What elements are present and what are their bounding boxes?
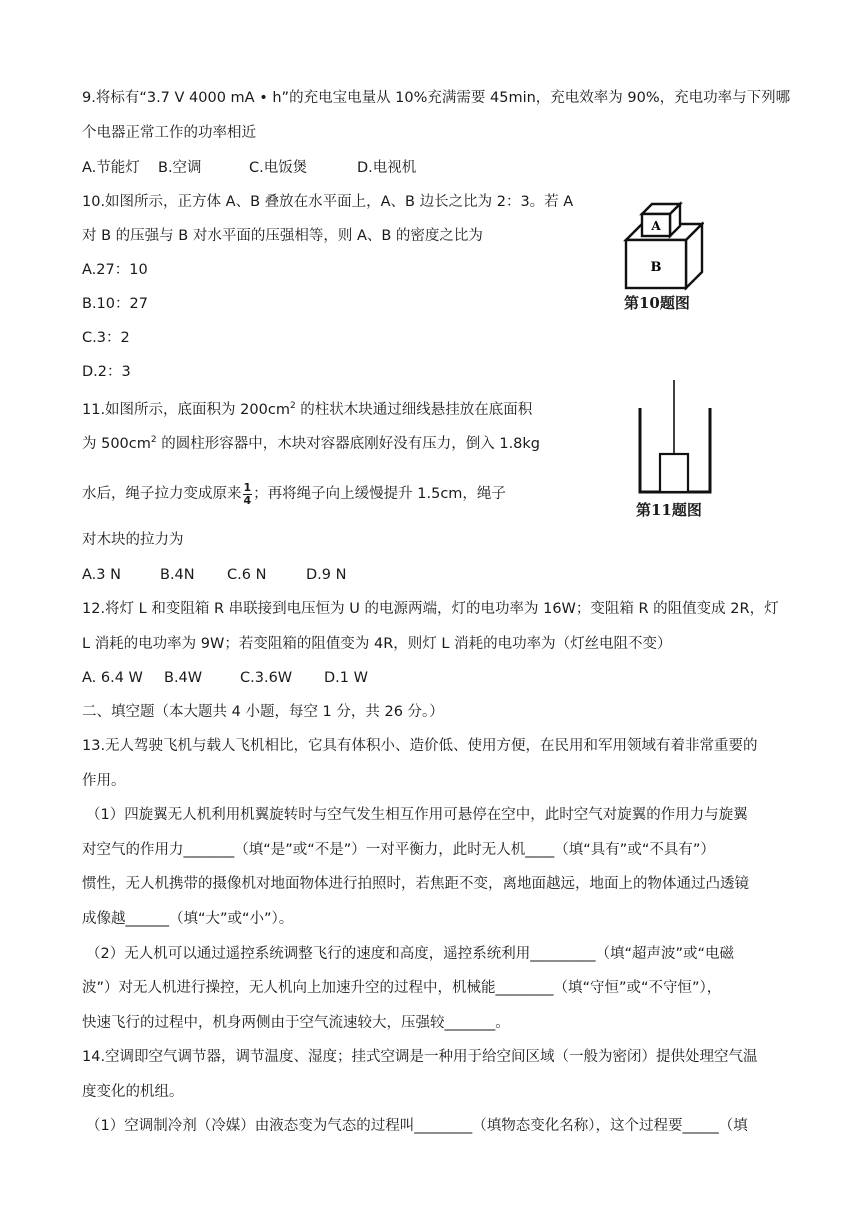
q11-line3-part-a: 水后，绳子拉力变成原来 (82, 486, 242, 502)
q14-part1-line1: （1）空调制冷剂（冷媒）由液态变为气态的过程叫________（填物态变化名称），这个过程要_____（填 (86, 1118, 748, 1134)
q11-option-b: B.4N (160, 567, 195, 583)
q9-option-c: C.电饭煲 (249, 160, 308, 176)
q10-option-d: D.2：3 (82, 364, 131, 380)
q13-part1-line4: 成像越______（填“大”或“小”）。 (82, 911, 294, 927)
q13-part2-line1: （2）无人机可以通过遥控系统调整飞行的速度和高度，遥控系统利用_________（填“超声波”或“电磁 (86, 946, 735, 962)
q11-option-c: C.6 N (227, 567, 267, 583)
q9-option-a: A.节能灯 (82, 160, 140, 176)
q14-text-line2: 度变化的机组。 (82, 1084, 184, 1100)
q10-option-a: A.27：10 (82, 262, 148, 278)
q9-text-line2: 个电器正常工作的功率相近 (82, 125, 256, 141)
q9-options (82, 158, 416, 178)
cube-a-label: A (651, 219, 661, 233)
q13-part1-line2: 对空气的作用力_______（填“是”或“不是”）一对平衡力，此时无人机____（填“具有”或“不具有”） (82, 842, 715, 858)
q11-option-a: A.3 N (82, 567, 121, 583)
q11-line1-part-b: 的柱状木块通过细线悬挂放在底面积 (295, 401, 533, 418)
q13-part1-line1: （1）四旋翼无人机利用机翼旋转时与空气发生相互作用可悬停在空中，此时空气对旋翼的作用力与旋翼 (86, 807, 748, 823)
q11-container-figure (628, 378, 718, 496)
q11-option-d: D.9 N (306, 567, 347, 583)
q13-text-line2: 作用。 (82, 773, 126, 789)
q12-option-a: A. 6.4 W (82, 670, 143, 686)
q11-options (82, 565, 346, 585)
q11-line1-part-a: 11.如图所示，底面积为 200cm (82, 401, 290, 418)
q12-option-d: D.1 W (324, 670, 368, 686)
q9-option-b: B.空调 (158, 160, 202, 176)
section2-heading: 二、填空题（本大题共 4 小题，每空 1 分，共 26 分。） (82, 704, 444, 720)
q10-figure-caption: 第10题图 (624, 294, 690, 312)
q11-line2-sup: 2 (150, 435, 157, 445)
q10-option-b: B.10：27 (82, 296, 148, 312)
q12-options (82, 668, 368, 688)
q10-stacked-cubes-figure (618, 196, 704, 292)
q11-fraction-numerator: 1 (243, 480, 252, 494)
wooden-block (660, 454, 688, 492)
q9-text-line1: 9.将标有“3.7 V 4000 mA • h”的充电宝电量从 10%充满需要 45min，充电效率为 90%，充电功率与下列哪 (82, 90, 791, 106)
q11-line1-sup: 2 (289, 401, 296, 411)
q11-fraction (243, 482, 253, 507)
q12-text-line1: 12.将灯 L 和变阻箱 R 串联接到电压恒为 U 的电源两端，灯的电功率为 16W；变阻箱 R 的阻值变成 2R，灯 (82, 601, 779, 617)
q11-line3-part-b: ；再将绳子向上缓慢提升 1.5cm，绳子 (253, 486, 506, 502)
q12-text-line2: L 消耗的电功率为 9W；若变阻箱的阻值变为 4R，则灯 L 消耗的电功率为（灯丝电阻不变） (82, 636, 672, 652)
q13-text-line1: 13.无人驾驶飞机与载人飞机相比，它具有体积小、造价低、使用方便，在民用和军用领域有着非常重要的 (82, 738, 758, 754)
q14-text-line1: 14.空调即空气调节器，调节温度、湿度；挂式空调是一种用于给空间区域（一般为密闭）提供处理空气温 (82, 1049, 758, 1065)
q10-text-line2: 对 B 的压强与 B 对水平面的压强相等，则 A、B 的密度之比为 (82, 228, 483, 244)
q13-part2-line2: 波”）对无人机进行操控，无人机向上加速升空的过程中，机械能________（填“守恒”或“不守恒”）， (82, 980, 722, 996)
q12-option-b: B.4W (164, 670, 203, 686)
cube-b-label: B (650, 260, 662, 275)
q11-text-line3 (82, 478, 506, 510)
q12-option-c: C.3.6W (240, 670, 293, 686)
q10-option-c: C.3：2 (82, 330, 130, 346)
q13-part2-line3: 快速飞行的过程中，机身两侧由于空气流速较大，压强较_______。 (82, 1015, 510, 1031)
q11-text-line2 (82, 430, 540, 454)
q11-line2-part-a: 为 500cm (82, 435, 151, 452)
q9-option-d: D.电视机 (357, 160, 417, 176)
q11-fraction-denominator: 4 (243, 493, 252, 507)
q11-text-line1 (82, 396, 532, 420)
q13-part1-line3: 惯性，无人机携带的摄像机对地面物体进行拍照时，若焦距不变，离地面越远，地面上的物体通过凸透镜 (82, 876, 749, 892)
q11-figure-caption: 第11题图 (636, 501, 702, 519)
q10-text-line1: 10.如图所示，正方体 A、B 叠放在水平面上，A、B 边长之比为 2：3。若 A (82, 194, 574, 210)
q11-line2-part-b: 的圆柱形容器中，木块对容器底刚好没有压力，倒入 1.8kg (156, 435, 541, 452)
q11-text-line4: 对木块的拉力为 (82, 532, 184, 548)
